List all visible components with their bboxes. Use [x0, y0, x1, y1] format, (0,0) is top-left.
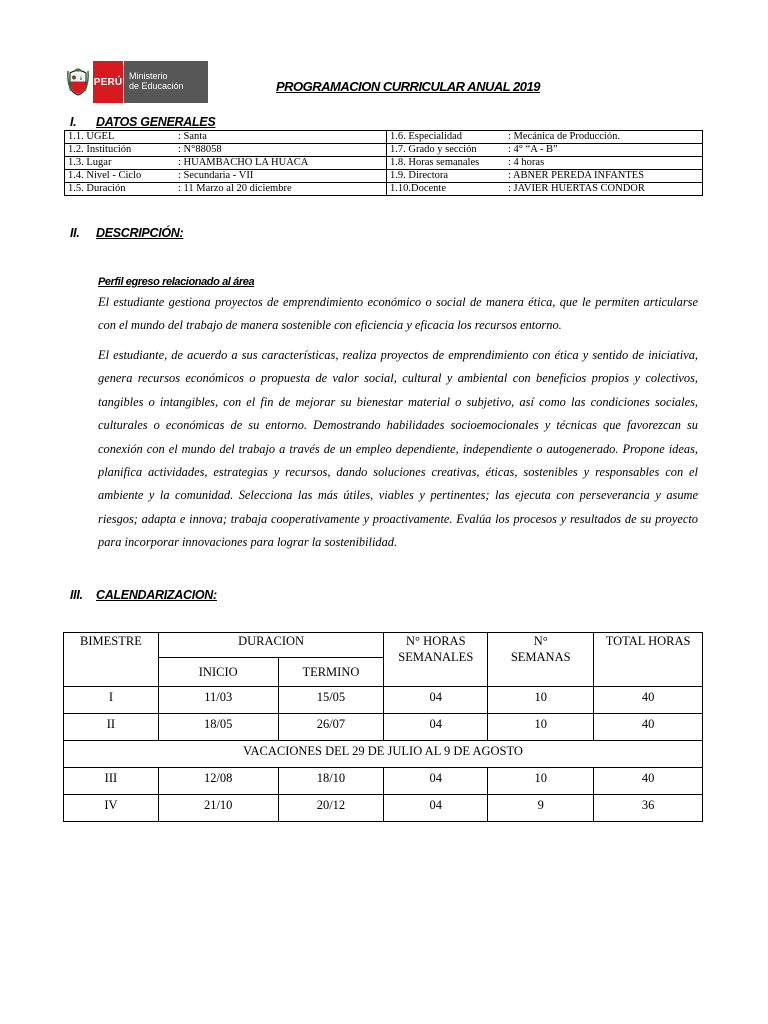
- header-duracion: DURACION: [158, 633, 383, 658]
- field-label: 1.8. Horas semanales: [390, 157, 480, 168]
- cell-horas: 04: [384, 714, 488, 741]
- field-label: 1.9. Directora: [390, 170, 449, 181]
- field-value: : N°88058: [178, 144, 222, 155]
- field-label: 1.3. Lugar: [68, 157, 112, 168]
- cell-bimestre: IV: [64, 795, 159, 822]
- cell-bimestre: I: [64, 687, 159, 714]
- cell-inicio: 21/10: [158, 795, 278, 822]
- header-inicio: INICIO: [158, 658, 278, 687]
- cell-termino: 26/07: [278, 714, 384, 741]
- field-value: : 4 horas: [508, 157, 545, 168]
- field-value: : HUAMBACHO LA HUACA: [178, 157, 309, 168]
- ministry-name: Ministerio de Educación: [123, 61, 208, 103]
- datos-left-cell: [65, 157, 387, 170]
- datos-left-cell: [65, 144, 387, 157]
- cell-bimestre: III: [64, 768, 159, 795]
- cell-horas: 04: [384, 795, 488, 822]
- cell-total: 40: [594, 768, 703, 795]
- field-value: : ABNER PEREDA INFANTES: [508, 170, 645, 181]
- description-paragraph-2: El estudiante, de acuerdo a sus características, realiza proyectos de emprendimiento con ética y sentido de iniciativa, genera recursos económicos o propuesta de valor social, cultural y ambiental con beneficios propios y colectivos, tangibles o intangibles, con el fin de mejorar su bienestar material o subjetivo, así como las condiciones sociales, culturales o económicas de su entorno. Demostrando habilidades socioemocionales y técnicas que favorezcan su conexión con el mundo del trabajo a través de un empleo dependiente, independiente o autogenerado. Propone ideas, planifica actividades, estrategias y recursos, dando soluciones creativas, éticas, sostenibles y responsables con el ambiente y la comunidad. Selecciona las más útiles, viables y pertinentes; las ejecuta con perseverancia y asume riesgos; adapta e innova; trabaja cooperativamente y proactivamente. Evalúa los procesos y resultados de su proyecto para incorporar innovaciones para lograr la sostenibilidad.: [98, 348, 698, 550]
- vacaciones-note: VACACIONES DEL 29 DE JULIO AL 9 DE AGOSTO: [64, 741, 703, 768]
- calendarizacion-table: [63, 632, 703, 822]
- perfil-subtitle: Perfil egreso relacionado al área: [98, 276, 255, 288]
- datos-right-cell: [387, 183, 703, 196]
- cell-semanas: 10: [488, 687, 594, 714]
- calendar-row: [64, 687, 703, 714]
- field-value: : 11 Marzo al 20 diciembre: [178, 183, 292, 194]
- cell-horas: 04: [384, 768, 488, 795]
- datos-generales-table: [64, 130, 703, 196]
- datos-right-cell: [387, 157, 703, 170]
- description-paragraph-1: El estudiante gestiona proyectos de emprendimiento económico o social de manera ética, que le permiten articularse con el mundo del trabajo de manera sostenible con eficiencia y eficacia los recursos entorno.: [98, 295, 698, 333]
- cell-inicio: 18/05: [158, 714, 278, 741]
- field-value: : JAVIER HUERTAS CONDOR: [508, 183, 645, 194]
- ministry-logo: [62, 61, 208, 103]
- header-bimestre: BIMESTRE: [64, 633, 159, 687]
- datos-right-cell: [387, 144, 703, 157]
- field-value: : Secundaria - VII: [178, 170, 254, 181]
- datos-left-cell: [65, 131, 387, 144]
- calendar-row: [64, 714, 703, 741]
- calendar-row: [64, 768, 703, 795]
- peru-label: PERÚ: [93, 61, 123, 103]
- field-label: 1.2. Institución: [68, 144, 132, 155]
- header-termino: TERMINO: [278, 658, 384, 687]
- header-horas-semanales: N° HORAS SEMANALES: [384, 633, 488, 687]
- section-heading-datos-generales: I. DATOS GENERALES: [70, 115, 216, 129]
- datos-right-cell: [387, 131, 703, 144]
- cell-bimestre: II: [64, 714, 159, 741]
- vacaciones-row: [64, 741, 703, 768]
- cell-semanas: 9: [488, 795, 594, 822]
- cell-termino: 20/12: [278, 795, 384, 822]
- field-label: 1.5. Duración: [68, 183, 126, 194]
- field-label: 1.10.Docente: [390, 183, 446, 194]
- cell-total: 36: [594, 795, 703, 822]
- field-value: : 4° “A - B”: [508, 144, 558, 155]
- datos-right-cell: [387, 170, 703, 183]
- datos-generales-row: [65, 157, 703, 170]
- document-title: PROGRAMACION CURRICULAR ANUAL 2019: [276, 79, 540, 94]
- peru-coat-of-arms-icon: [62, 61, 93, 103]
- datos-generales-row: [65, 170, 703, 183]
- cell-inicio: 12/08: [158, 768, 278, 795]
- cell-inicio: 11/03: [158, 687, 278, 714]
- section-heading-descripcion: II. DESCRIPCIÓN:: [70, 226, 184, 240]
- field-label: 1.4. Nivel - Ciclo: [68, 170, 142, 181]
- cell-termino: 15/05: [278, 687, 384, 714]
- field-value: : Mecánica de Producción.: [508, 131, 620, 142]
- field-label: 1.6. Especialidad: [390, 131, 463, 142]
- header-total-horas: TOTAL HORAS: [594, 633, 703, 687]
- cell-semanas: 10: [488, 714, 594, 741]
- field-label: 1.1. UGEL: [68, 131, 115, 142]
- cell-termino: 18/10: [278, 768, 384, 795]
- datos-left-cell: [65, 183, 387, 196]
- cell-semanas: 10: [488, 768, 594, 795]
- field-label: 1.7. Grado y sección: [390, 144, 477, 155]
- header-semanas: N° SEMANAS: [488, 633, 594, 687]
- field-value: : Santa: [178, 131, 207, 142]
- datos-generales-row: [65, 131, 703, 144]
- section-heading-calendarizacion: III. CALENDARIZACION:: [70, 588, 217, 602]
- cell-total: 40: [594, 687, 703, 714]
- datos-left-cell: [65, 170, 387, 183]
- cell-total: 40: [594, 714, 703, 741]
- calendar-row: [64, 795, 703, 822]
- datos-generales-row: [65, 183, 703, 196]
- cell-horas: 04: [384, 687, 488, 714]
- datos-generales-row: [65, 144, 703, 157]
